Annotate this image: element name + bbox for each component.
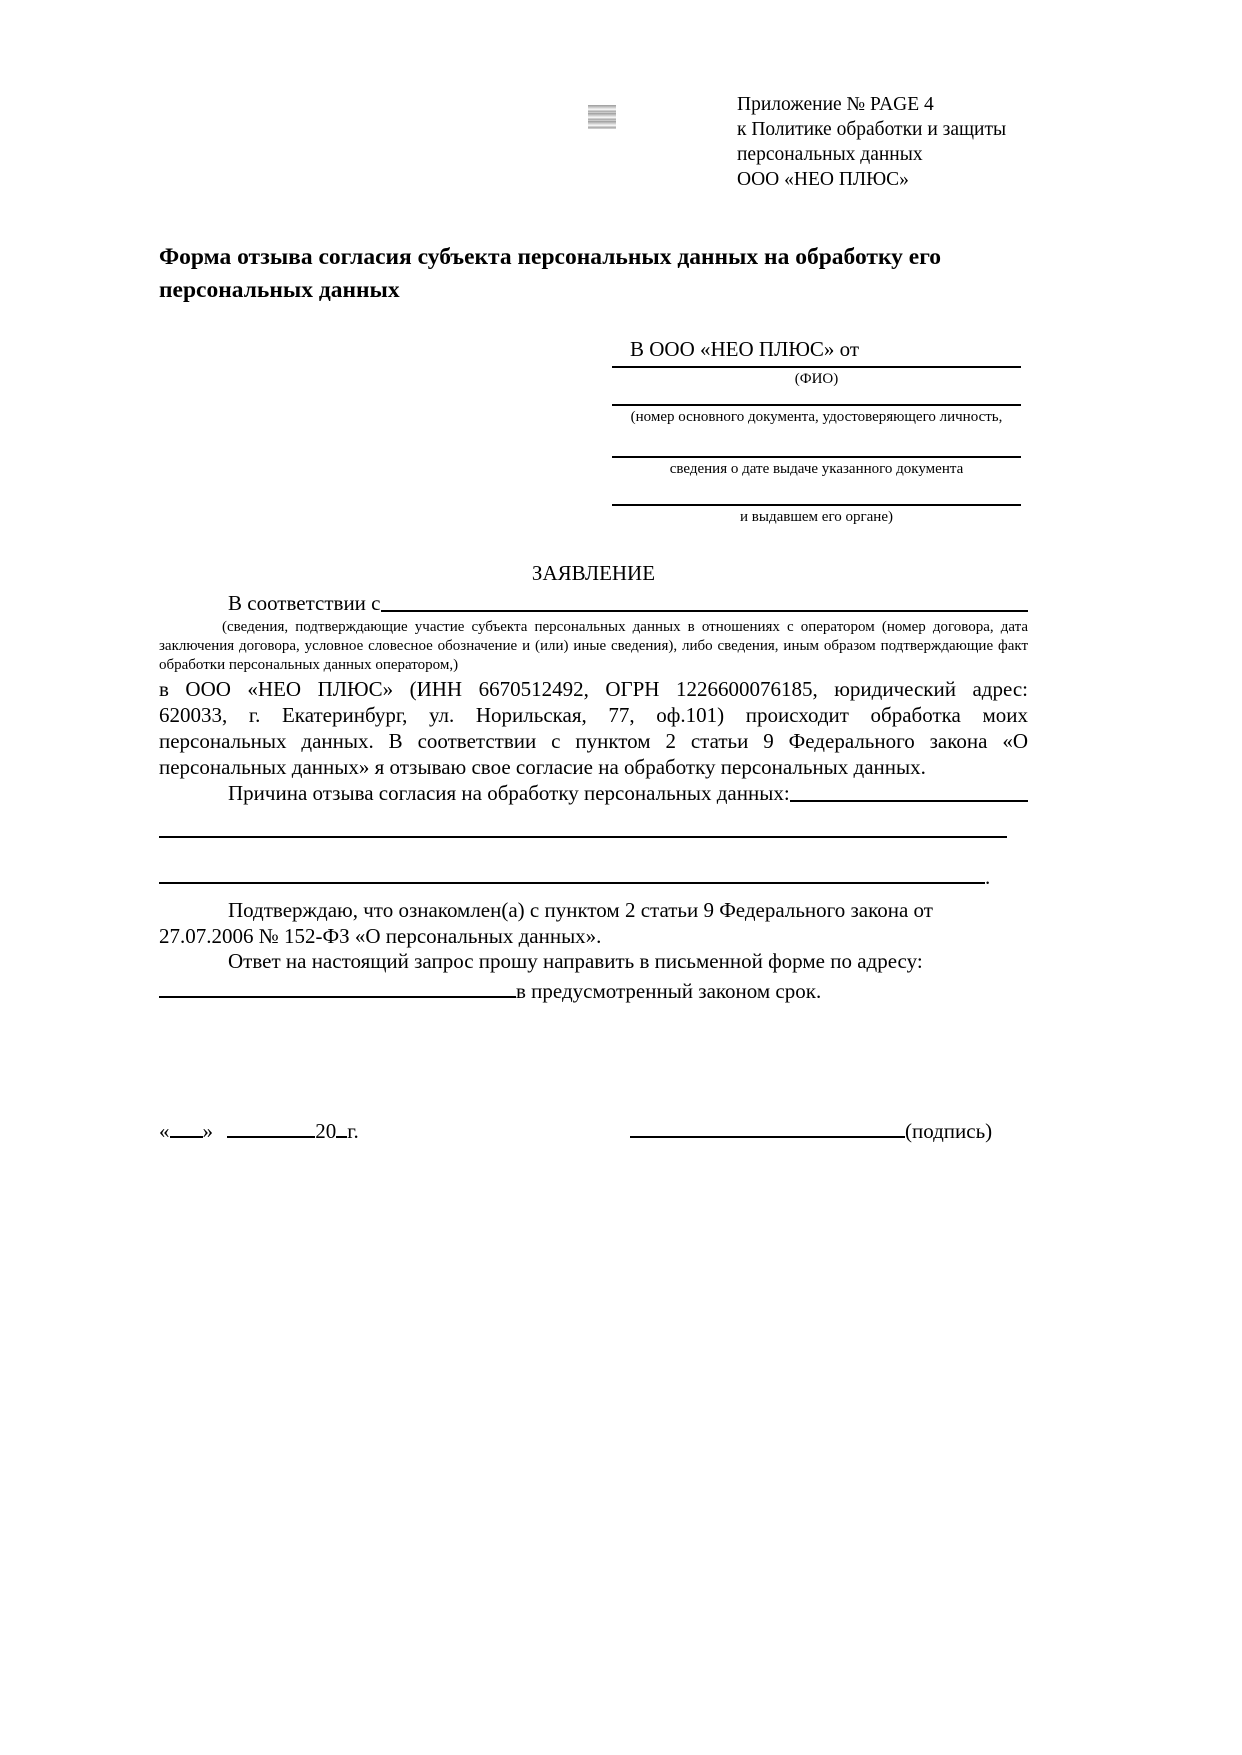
in-accordance-label: В соответствии с — [228, 591, 381, 615]
date-year-blank — [336, 1115, 347, 1138]
doc-number-blank-line — [612, 404, 1021, 406]
date-signature-row — [159, 1115, 1028, 1145]
doc-issue-date-caption: сведения о дате выдаче указанного документа — [669, 461, 964, 477]
signature-group — [630, 1115, 992, 1144]
processing-paragraph — [159, 676, 1028, 780]
fine-print-line: заключения договора, условное словесное обозначение и (или) иные сведения), либо сведения, иным образом подтверждающие факт — [159, 638, 1028, 654]
document-title — [159, 241, 1083, 307]
appendix-header — [737, 92, 1006, 192]
signature-blank-line — [630, 1115, 905, 1138]
statement-heading: ЗАЯВЛЕНИЕ — [531, 561, 656, 585]
in-accordance-blank-line — [381, 610, 1029, 612]
withdrawal-reason-blank-line — [790, 800, 1028, 802]
processing-paragraph-line: в ООО «НЕО ПЛЮС» (ИНН 6670512492, ОГРН 1226600076185, юридический адрес: — [159, 677, 1028, 701]
fio-caption: (ФИО) — [794, 371, 839, 387]
reply-paragraph — [159, 949, 1028, 1004]
date-year-suffix: г. — [347, 1119, 359, 1143]
statement-body — [159, 590, 1028, 1004]
document-title-line: персональных данных — [159, 277, 400, 303]
date-year-prefix: 20 — [315, 1119, 337, 1143]
appendix-header-line: к Политике обработки и защиты — [737, 119, 1007, 140]
recipient-block — [612, 337, 1021, 526]
reason-blank-line-2 — [159, 861, 985, 884]
embedded-object-thumbnail-icon — [588, 105, 616, 129]
date-open-quote: « — [159, 1119, 170, 1143]
processing-paragraph-line: персональных данных» я отзываю свое согласие на обработку персональных данных. — [159, 755, 926, 779]
reason-blank-line-1 — [159, 836, 1007, 838]
doc-issuer-blank-line — [612, 504, 1021, 506]
doc-issue-date-blank-line — [612, 456, 1021, 458]
signature-caption: (подпись) — [905, 1119, 993, 1143]
appendix-header-line: Приложение № PAGE 4 — [737, 94, 934, 115]
reply-request-line: Ответ на настоящий запрос прошу направить в письменной форме по адресу: — [228, 949, 923, 973]
doc-issuer-caption: и выдавшем его органе) — [740, 509, 893, 525]
reply-tail-text: в предусмотренный законом срок. — [516, 978, 822, 1003]
date-day-blank — [170, 1115, 203, 1138]
reply-address-blank-line — [159, 975, 516, 998]
reply-address-row — [159, 975, 1028, 1005]
confirmation-paragraph — [159, 898, 1028, 949]
addressee-line: В ООО «НЕО ПЛЮС» от — [630, 337, 860, 361]
reason-blank-line-2-row — [159, 861, 1028, 890]
in-accordance-row — [159, 590, 1028, 616]
date-close-quote: » — [202, 1119, 213, 1143]
processing-paragraph-line: 620033, г. Екатеринбург, ул. Норильская, 77, оф.101) происходит обработка моих — [159, 703, 1028, 727]
appendix-header-line: ООО «НЕО ПЛЮС» — [737, 169, 909, 190]
processing-paragraph-line: персональных данных. В соответствии с пунктом 2 статьи 9 Федерального закона «О — [159, 729, 1028, 753]
withdrawal-reason-row — [159, 780, 1028, 806]
date-month-blank — [227, 1115, 315, 1138]
blank-row-period: . — [985, 865, 991, 889]
fine-print-line: (сведения, подтверждающие участие субъекта персональных данных в отношениях с оператором (номер договора, дата — [222, 619, 1028, 635]
fio-blank-line — [612, 366, 1021, 368]
fine-print-line: обработки персональных данных оператором,) — [159, 657, 459, 673]
fine-print — [159, 618, 1028, 675]
confirmation-line: Подтверждаю, что ознакомлен(а) с пунктом 2 статьи 9 Федерального закона от — [228, 898, 933, 922]
confirmation-line: 27.07.2006 № 152-ФЗ «О персональных данных». — [159, 923, 602, 948]
document-title-line: Форма отзыва согласия субъекта персональных данных на обработку его — [159, 244, 942, 270]
withdrawal-reason-label: Причина отзыва согласия на обработку персональных данных: — [228, 781, 790, 805]
appendix-header-line: персональных данных — [737, 144, 923, 165]
date-group — [159, 1115, 359, 1144]
doc-number-caption: (номер основного документа, удостоверяющего личность, — [630, 409, 1003, 425]
